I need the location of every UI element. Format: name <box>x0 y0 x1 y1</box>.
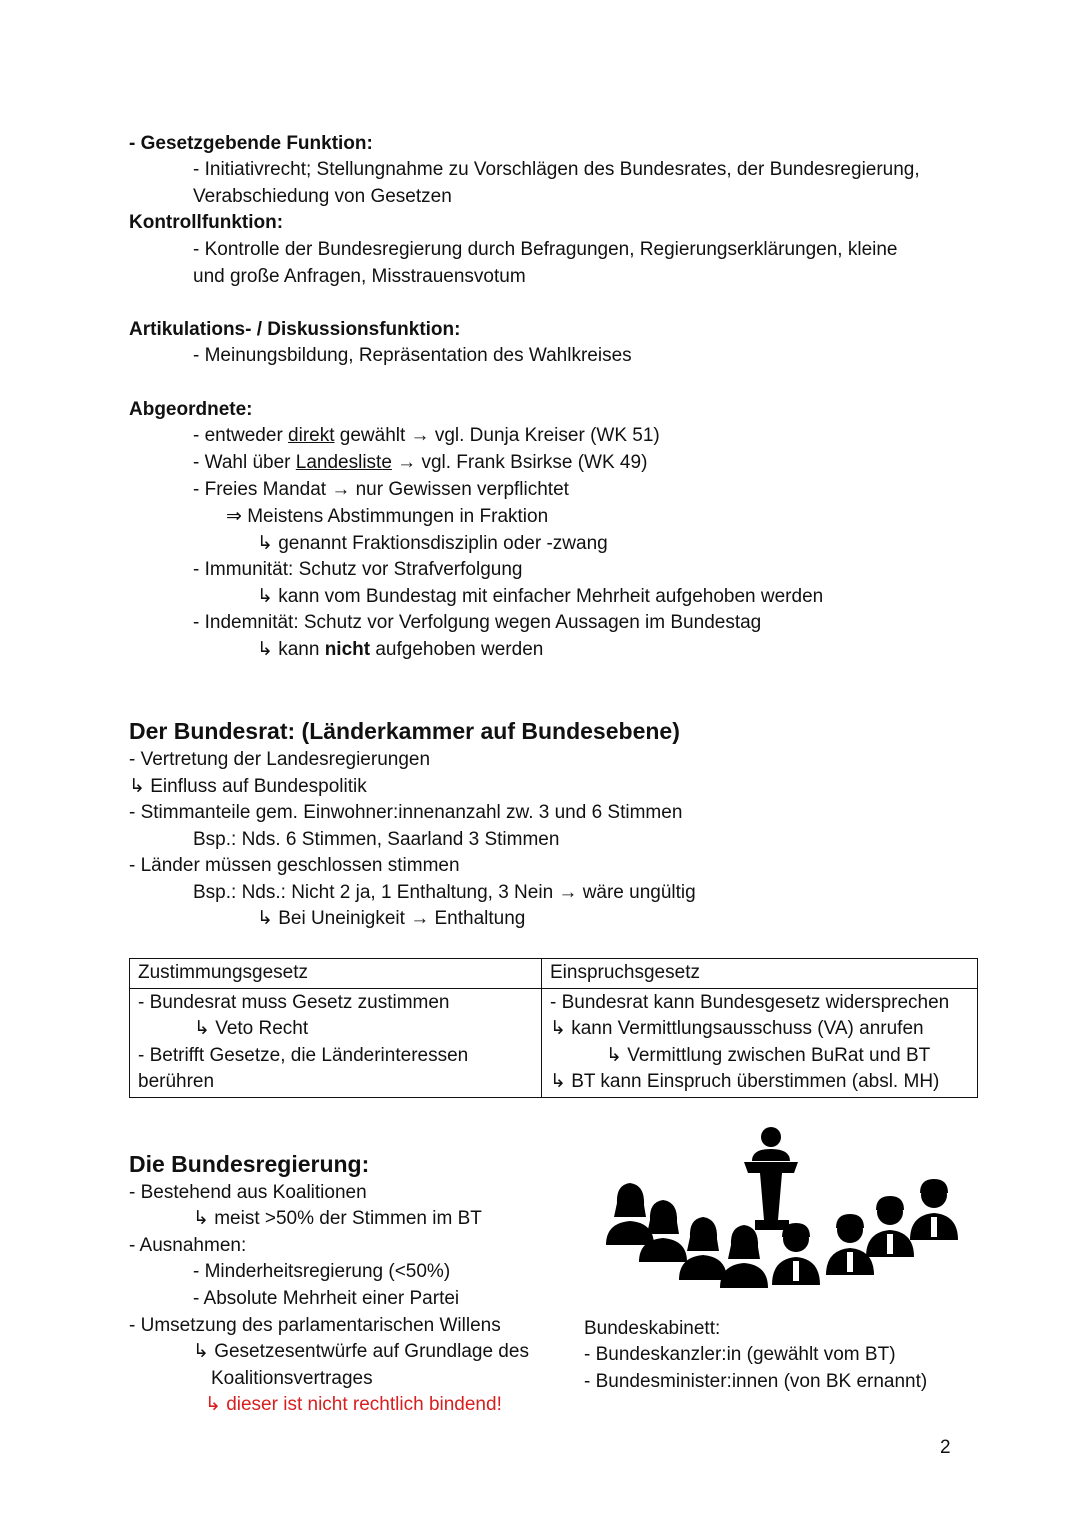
text-line: - Bundesminister:innen (von BK ernannt) <box>584 1371 928 1392</box>
cell-einspruchsgesetz <box>542 988 978 1097</box>
text-line: - Länder müssen geschlossen stimmen <box>129 855 460 876</box>
heading-abgeordnete: Abgeordnete: <box>129 399 253 420</box>
cell-line: ↳ Veto Recht <box>194 1018 309 1039</box>
text-line: ↳ Bei Uneinigkeit → Enthaltung <box>257 908 526 929</box>
text-line: - Bestehend aus Koalitionen <box>129 1182 367 1203</box>
text-line: - Vertretung der Landesregierungen <box>129 749 431 770</box>
cell-line: - Bundesrat muss Gesetz zustimmen <box>138 991 450 1013</box>
text-line: - Indemnität: Schutz vor Verfolgung wegen Aussagen im Bundestag <box>193 612 762 633</box>
comparison-table <box>129 958 978 1098</box>
text-fragment: - Wahl über <box>193 452 296 473</box>
text-fragment: gewählt → vgl. Dunja Kreiser (WK 51) <box>334 425 660 446</box>
warning-note: ↳ dieser ist nicht rechtlich bindend! <box>205 1394 502 1415</box>
heading-kontrollfunktion: Kontrollfunktion: <box>129 212 284 233</box>
text-line: - Kontrolle der Bundesregierung durch Befragungen, Regierungserklärungen, kleine <box>193 239 898 260</box>
bold-term: nicht <box>324 639 371 660</box>
heading-artikulationsfunktion: Artikulations- / Diskussionsfunktion: <box>129 319 461 340</box>
text-line: und große Anfragen, Misstrauensvotum <box>193 266 526 287</box>
text-line: - Immunität: Schutz vor Strafverfolgung <box>193 559 523 580</box>
text-line <box>257 637 543 663</box>
text-line <box>193 450 647 476</box>
text-line: - Minderheitsregierung (<50%) <box>193 1261 451 1282</box>
cell-line: ↳ BT kann Einspruch überstimmen (absl. MH) <box>550 1071 940 1092</box>
text-line: - Umsetzung des parlamentarischen Willens <box>129 1315 501 1336</box>
header-zustimmungsgesetz: Zustimmungsgesetz <box>130 959 542 989</box>
text-fragment: → vgl. Frank Bsirkse (WK 49) <box>391 452 648 473</box>
text-line: - Absolute Mehrheit einer Partei <box>193 1288 460 1309</box>
cell-line: berühren <box>138 1071 215 1092</box>
text-fragment: aufgehoben werden <box>370 639 544 660</box>
table-row <box>130 988 978 1097</box>
text-line: Koalitionsvertrages <box>211 1368 373 1389</box>
underlined-term: direkt <box>288 425 335 446</box>
cell-line: ↳ Vermittlung zwischen BuRat und BT <box>606 1044 931 1066</box>
section-title-bundesregierung: Die Bundesregierung: <box>129 1151 370 1177</box>
header-einspruchsgesetz: Einspruchsgesetz <box>542 959 978 989</box>
cabinet-speaker-icon <box>600 1125 970 1300</box>
text-line: - Freies Mandat → nur Gewissen verpflichtet <box>193 479 569 500</box>
table-header-row <box>130 959 978 989</box>
text-line: ↳ Einfluss auf Bundespolitik <box>129 776 367 797</box>
text-line: ↳ kann vom Bundestag mit einfacher Mehrheit aufgehoben werden <box>257 586 824 607</box>
text-line: ⇒ Meistens Abstimmungen in Fraktion <box>226 506 549 527</box>
text-line: ↳ meist >50% der Stimmen im BT <box>193 1208 482 1229</box>
cell-line: - Bundesrat kann Bundesgesetz widersprechen <box>550 991 950 1013</box>
text-line: ↳ genannt Fraktionsdisziplin oder -zwang <box>257 533 608 554</box>
text-line: Bsp.: Nds.: Nicht 2 ja, 1 Enthaltung, 3 Nein → wäre ungültig <box>193 882 696 903</box>
text-line: - Bundeskanzler:in (gewählt vom BT) <box>584 1344 896 1365</box>
underlined-term: Landesliste <box>295 452 392 473</box>
text-line: - Ausnahmen: <box>129 1235 247 1256</box>
heading-gesetzgebende-funktion: - Gesetzgebende Funktion: <box>129 133 373 154</box>
kabinett-title: Bundeskabinett: <box>584 1318 721 1339</box>
section-title-bundesrat: Der Bundesrat: (Länderkammer auf Bundesebene) <box>129 718 680 744</box>
text-line: - Initiativrecht; Stellungnahme zu Vorschlägen des Bundesrates, der Bundesregierung, <box>193 159 920 180</box>
cell-line: ↳ kann Vermittlungsausschuss (VA) anrufen <box>550 1018 924 1039</box>
text-fragment: - entweder <box>193 425 289 446</box>
text-line: Bsp.: Nds. 6 Stimmen, Saarland 3 Stimmen <box>193 829 560 850</box>
page-number: 2 <box>940 1437 951 1458</box>
text-line: - Meinungsbildung, Repräsentation des Wahlkreises <box>193 345 632 366</box>
text-fragment: ↳ kann <box>257 639 325 660</box>
text-line: - Stimmanteile gem. Einwohner:innenanzahl zw. 3 und 6 Stimmen <box>129 802 683 823</box>
text-line <box>193 423 660 449</box>
cell-line: - Betrifft Gesetze, die Länderinteressen <box>138 1044 469 1066</box>
text-line: Verabschiedung von Gesetzen <box>193 186 452 207</box>
text-line: ↳ Gesetzesentwürfe auf Grundlage des <box>193 1341 529 1362</box>
cell-zustimmungsgesetz <box>130 988 542 1097</box>
